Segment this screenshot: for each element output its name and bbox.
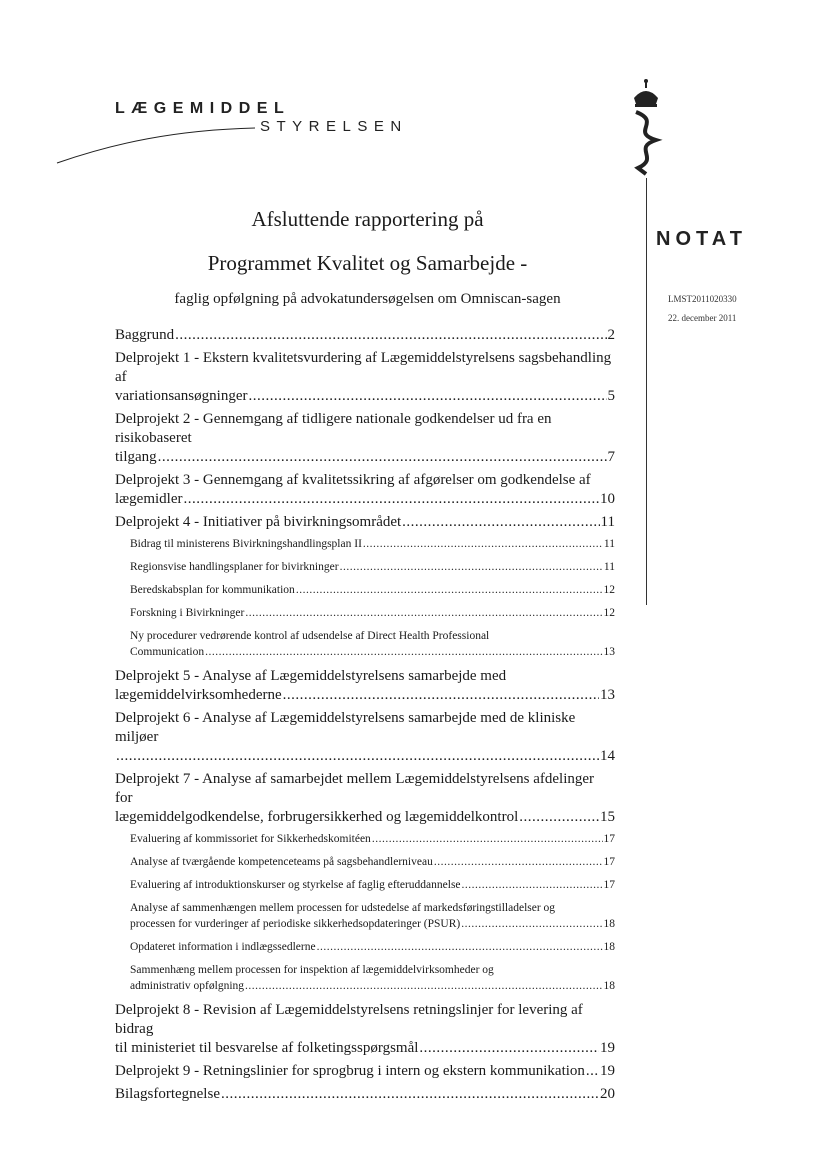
toc-entry-title: Opdateret information i indlægssedlerne [130,941,316,953]
toc-page-number: 5 [607,388,615,404]
logo-text-styrelsen: STYRELSEN [260,118,408,135]
toc-entry[interactable] [115,628,615,660]
sidebar-divider [646,178,647,605]
toc-entry-title: Delprojekt 4 - Initiativer på bivirkningsområdet [115,514,402,530]
toc-leader-dots [283,686,599,705]
page-title-line1: Afsluttende rapportering på [251,207,484,231]
toc-page-number: 17 [603,856,615,868]
toc-leader-dots [317,939,603,955]
toc-page-number: 20 [600,1086,615,1102]
toc-page-number: 14 [600,748,615,764]
toc-entry[interactable] [115,559,615,575]
royal-crown-serpent-emblem [628,78,664,178]
toc-entry[interactable] [115,770,615,827]
toc-page-number: 18 [603,918,615,930]
reference-number: LMST2011020330 [668,294,737,304]
toc-entry[interactable] [115,605,615,621]
toc-page-number: 17 [603,879,615,891]
toc-entry-title: Delprojekt 9 - Retningslinier for sprogbrug i intern og ekstern kommunikation [115,1063,585,1079]
toc-leader-dots [116,747,599,766]
toc-entry-title: lægemiddelvirksomhederne [115,687,282,703]
toc-entry-title: til ministeriet til besvarelse af folketingsspørgsmål [115,1040,419,1056]
document-date: 22. december 2011 [668,313,737,323]
toc-entry[interactable] [115,1085,615,1104]
toc-leader-dots [248,387,606,406]
toc-entry[interactable] [115,939,615,955]
toc-leader-dots [402,513,599,532]
toc-entry-title: Evaluering af introduktionskurser og styrkelse af faglig efteruddannelse [130,879,461,891]
toc-entry[interactable] [115,667,615,705]
toc-entry-title: Analyse af tværgående kompetenceteams på sagsbehandlerniveau [130,856,433,868]
toc-page-number: 2 [607,327,615,343]
toc-entry[interactable] [115,900,615,932]
toc-entry-title-line1: Delprojekt 2 - Gennemgang af tidligere nationale godkendelser ud fra en risikobaseret [115,411,552,446]
toc-leader-dots [184,490,600,509]
toc-entry[interactable] [115,471,615,509]
toc-page-number: 12 [603,607,615,619]
toc-leader-dots [205,644,602,660]
toc-entry[interactable] [115,349,615,406]
table-of-contents [115,326,615,1108]
toc-entry-title-line1: Delprojekt 1 - Ekstern kvalitetsvurdering af Lægemiddelstyrelsens sagsbehandling af [115,350,612,385]
toc-leader-dots [434,854,603,870]
toc-leader-dots [363,536,603,552]
toc-entry-title-line1: Analyse af sammenhængen mellem processen for udstedelse af markedsføringstilladelser og [130,902,556,914]
logo-text-laegemiddel: LÆGEMIDDEL [115,100,291,117]
toc-leader-dots [419,1039,599,1058]
toc-page-number: 19 [600,1040,615,1056]
toc-leader-dots [245,605,602,621]
toc-entry-title: lægemiddelgodkendelse, forbrugersikkerhed og lægemiddelkontrol [115,809,519,825]
toc-entry-title-line1: Ny procedurer vedrørende kontrol af udsendelse af Direct Health Professional [130,630,490,642]
toc-leader-dots [175,326,606,345]
toc-entry-title: lægemidler [115,491,183,507]
toc-entry[interactable] [115,410,615,467]
toc-entry[interactable] [115,854,615,870]
page-title-line2: Programmet Kvalitet og Samarbejde - [207,251,528,275]
toc-entry[interactable] [115,582,615,598]
toc-leader-dots [519,808,599,827]
toc-leader-dots [340,559,603,575]
toc-entry-title: tilgang [115,449,157,465]
toc-entry[interactable] [115,513,615,532]
toc-entry[interactable] [115,709,615,766]
toc-entry[interactable] [115,536,615,552]
toc-page-number: 12 [603,584,615,596]
toc-page-number: 13 [603,646,615,658]
toc-leader-dots [372,831,603,847]
toc-page-number: 18 [603,941,615,953]
page-subtitle: faglig opfølgning på advokatundersøgelsen om Omniscan-sagen [174,291,561,307]
toc-page-number: 7 [607,449,615,465]
toc-entry-title-line1: Delprojekt 6 - Analyse af Lægemiddelstyrelsens samarbejde med de kliniske miljøer [115,710,576,745]
toc-page-number: 19 [600,1063,615,1079]
toc-entry-title-line1: Delprojekt 5 - Analyse af Lægemiddelstyrelsens samarbejde med [115,668,507,684]
toc-entry-title: Regionsvise handlingsplaner for bivirkninger [130,561,339,573]
toc-page-number: 11 [600,514,615,530]
toc-entry-title: Communication [130,646,205,658]
toc-entry[interactable] [115,962,615,994]
toc-entry-title: Evaluering af kommissoriet for Sikkerhedskomitéen [130,833,371,845]
toc-page-number: 11 [603,538,615,550]
toc-leader-dots [461,916,602,932]
toc-leader-dots [158,448,607,467]
toc-entry[interactable] [115,831,615,847]
toc-leader-dots [462,877,603,893]
toc-entry-title: Bilagsfortegnelse [115,1086,220,1102]
toc-entry-title: variationsansøgninger [115,388,248,404]
toc-entry-title: Forskning i Bivirkninger [130,607,245,619]
toc-entry-title-line1: Delprojekt 7 - Analyse af samarbejdet mellem Lægemiddelstyrelsens afdelinger for [115,771,595,806]
toc-leader-dots [586,1062,599,1081]
toc-entry-title: Baggrund [115,327,175,343]
toc-entry-title-line1: Delprojekt 8 - Revision af Lægemiddelstyrelsens retningslinjer for levering af bidrag [115,1002,583,1037]
toc-leader-dots [296,582,603,598]
document-type-label: NOTAT [656,228,747,250]
toc-entry[interactable] [115,1001,615,1058]
toc-leader-dots [245,978,602,994]
toc-page-number: 10 [600,491,615,507]
logo-swoosh [55,118,265,168]
toc-page-number: 17 [603,833,615,845]
toc-page-number: 15 [600,809,615,825]
toc-entry[interactable] [115,877,615,893]
toc-entry-title: Bidrag til ministerens Bivirkningshandlingsplan II [130,538,362,550]
toc-entry-title: Beredskabsplan for kommunikation [130,584,295,596]
toc-page-number: 18 [603,980,615,992]
toc-page-number: 11 [603,561,615,573]
toc-entry-title-line1: Delprojekt 3 - Gennemgang af kvalitetssikring af afgørelser om godkendelse af [115,472,591,488]
toc-entry-title: processen for vurderinger af periodiske sikkerhedsopdateringer (PSUR) [130,918,461,930]
toc-leader-dots [221,1085,599,1104]
toc-page-number: 13 [600,687,615,703]
toc-entry[interactable] [115,1062,615,1081]
toc-entry[interactable] [115,326,615,345]
toc-entry-title-line1: Sammenhæng mellem processen for inspektion af lægemiddelvirksomheder og [130,964,494,976]
toc-entry-title: administrativ opfølgning [130,980,245,992]
